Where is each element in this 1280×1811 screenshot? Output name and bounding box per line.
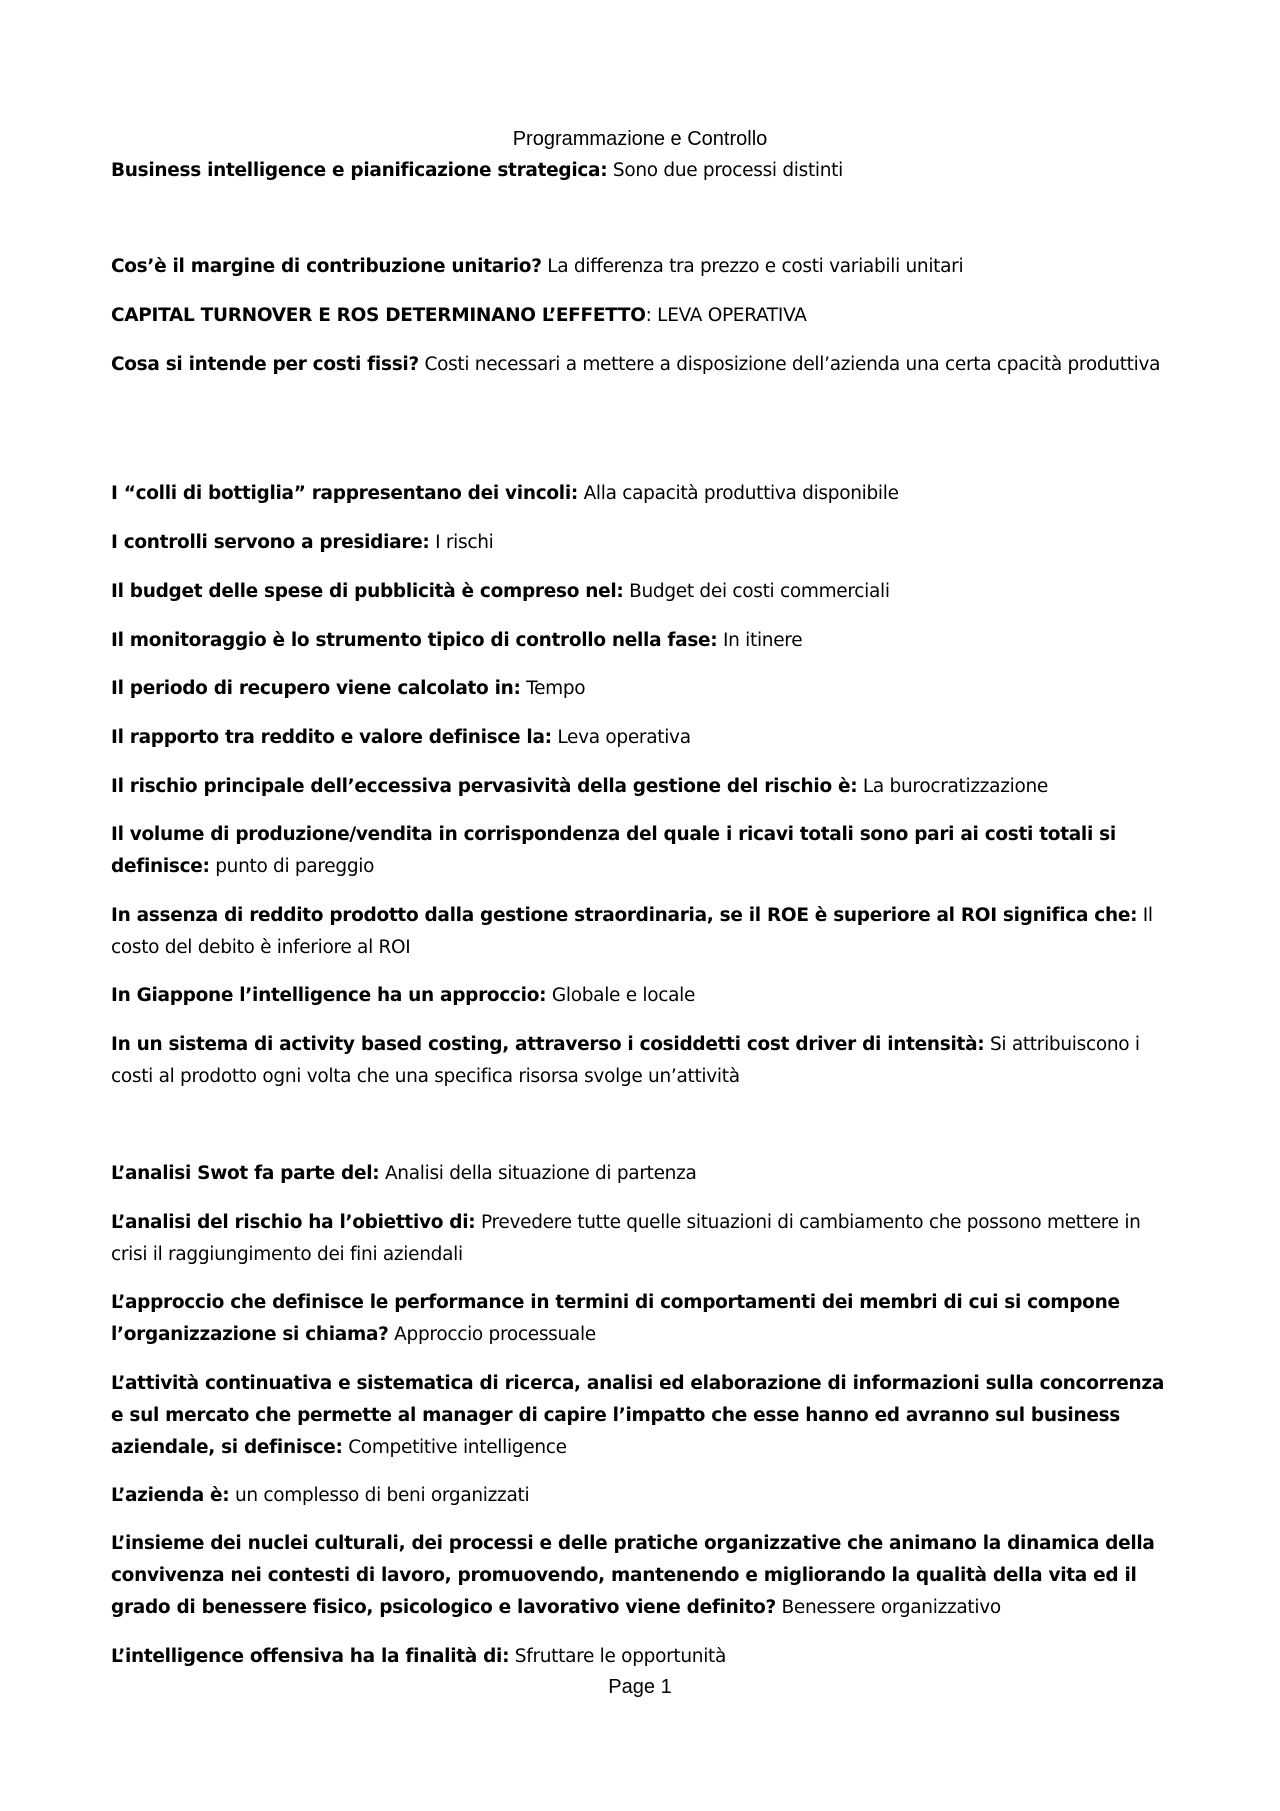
qa-item	[111, 155, 1171, 187]
question-text: L’attività continuativa e sistematica di ricerca, analisi ed elaborazione di informazioni sulla concorrenza e sul mercato che permette al manager di capire l’impatto che esse hanno ed avranno sul business aziendale, si definisce:	[111, 1373, 1165, 1458]
question-text: In un sistema di activity based costing, attraverso i cosiddetti cost driver di intensità:	[111, 1034, 985, 1055]
answer-text: un complesso di beni organizzati	[229, 1485, 530, 1506]
qa-item	[111, 673, 1171, 705]
answer-text: Globale e locale	[546, 985, 696, 1006]
qa-item	[111, 251, 1171, 283]
qa-item	[111, 1480, 1171, 1512]
answer-text: In itinere	[717, 630, 803, 651]
document-title: Programmazione e Controllo	[512, 128, 768, 150]
answer-text: Sfruttare le opportunità	[509, 1646, 727, 1667]
question-text: L’insieme dei nuclei culturali, dei processi e delle pratiche organizzative che animano la dinamica della convivenza nei contesti di lavoro, promuovendo, mantenendo e migliorando la qualità della vita ed il grado di benessere fisico, psicologico e lavorativo viene definito?	[111, 1533, 1155, 1618]
qa-item	[111, 722, 1171, 754]
answer-text: Alla capacità produttiva disponibile	[577, 483, 899, 504]
qa-item	[111, 771, 1171, 803]
answer-text: Si attribuiscono i costi al prodotto ogni volta che una specifica risorsa svolge un’attività	[111, 1034, 1140, 1087]
question-text: In assenza di reddito prodotto dalla gestione straordinaria, se il ROE è superiore al ROI significa che:	[111, 905, 1138, 926]
answer-text: I rischi	[429, 532, 494, 553]
question-text: Il periodo di recupero viene calcolato in:	[111, 678, 521, 699]
question-text: Il rapporto tra reddito e valore definisce la:	[111, 727, 552, 748]
question-text: In Giappone l’intelligence ha un approccio:	[111, 985, 547, 1006]
answer-text: La differenza tra prezzo e costi variabili unitari	[541, 256, 964, 277]
qa-item	[111, 625, 1171, 657]
question-text: L’analisi Swot fa parte del:	[111, 1163, 380, 1184]
question-text: I controlli servono a presidiare:	[111, 532, 430, 553]
answer-text: Budget dei costi commerciali	[623, 581, 890, 602]
question-text: Il volume di produzione/vendita in corrispondenza del quale i ricavi totali sono pari ai costi totali si definisce:	[111, 824, 1116, 877]
qa-item	[111, 349, 1171, 381]
question-text: Il monitoraggio è lo strumento tipico di controllo nella fase:	[111, 630, 718, 651]
question-text: Cos’è il margine di contribuzione unitario?	[111, 256, 542, 277]
question-text: Cosa si intende per costi fissi?	[111, 354, 419, 375]
question-text: L’intelligence offensiva ha la finalità di:	[111, 1646, 510, 1667]
answer-text: Leva operativa	[551, 727, 691, 748]
qa-item	[111, 1207, 1171, 1271]
question-text: L’approccio che definisce le performance in termini di comportamenti dei membri di cui si compone l’organizzazione si chiama?	[111, 1292, 1120, 1345]
page-number: Page 1	[608, 1676, 672, 1698]
qa-item	[111, 1158, 1171, 1190]
question-text: Il budget delle spese di pubblicità è compreso nel:	[111, 581, 624, 602]
answer-text: Competitive intelligence	[342, 1437, 567, 1458]
qa-item	[111, 300, 1171, 332]
answer-text: Benessere organizzativo	[775, 1597, 1001, 1618]
qa-item	[111, 1029, 1171, 1093]
qa-item	[111, 1528, 1171, 1624]
answer-text: Tempo	[520, 678, 586, 699]
answer-text: Prevedere tutte quelle situazioni di cambiamento che possono mettere in crisi il raggiungimento dei fini aziendali	[111, 1212, 1141, 1265]
qa-item	[111, 1641, 1171, 1673]
qa-item	[111, 1368, 1171, 1464]
answer-text: Costi necessari a mettere a disposizione dell’azienda una certa cpacità produttiva	[418, 354, 1161, 375]
qa-item	[111, 900, 1171, 964]
question-text: I “colli di bottiglia” rappresentano dei vincoli:	[111, 483, 578, 504]
answer-text: Approccio processuale	[388, 1324, 596, 1345]
qa-item	[111, 478, 1171, 510]
answer-text: : LEVA OPERATIVA	[645, 305, 807, 326]
question-text: L’analisi del rischio ha l’obiettivo di:	[111, 1212, 476, 1233]
qa-item	[111, 1287, 1171, 1351]
answer-text: Il costo del debito è inferiore al ROI	[111, 905, 1153, 958]
answer-text: Analisi della situazione di partenza	[379, 1163, 697, 1184]
qa-item	[111, 819, 1171, 883]
answer-text: punto di pareggio	[209, 856, 375, 877]
answer-text: La burocratizzazione	[857, 776, 1048, 797]
question-text: CAPITAL TURNOVER E ROS DETERMINANO L’EFFETTO	[111, 305, 646, 326]
question-text: Business intelligence e pianificazione strategica:	[111, 160, 608, 181]
qa-item	[111, 980, 1171, 1012]
question-text: Il rischio principale dell’eccessiva pervasività della gestione del rischio è:	[111, 776, 858, 797]
answer-text: Sono due processi distinti	[607, 160, 843, 181]
qa-item	[111, 576, 1171, 608]
question-text: L’azienda è:	[111, 1485, 230, 1506]
qa-item	[111, 527, 1171, 559]
